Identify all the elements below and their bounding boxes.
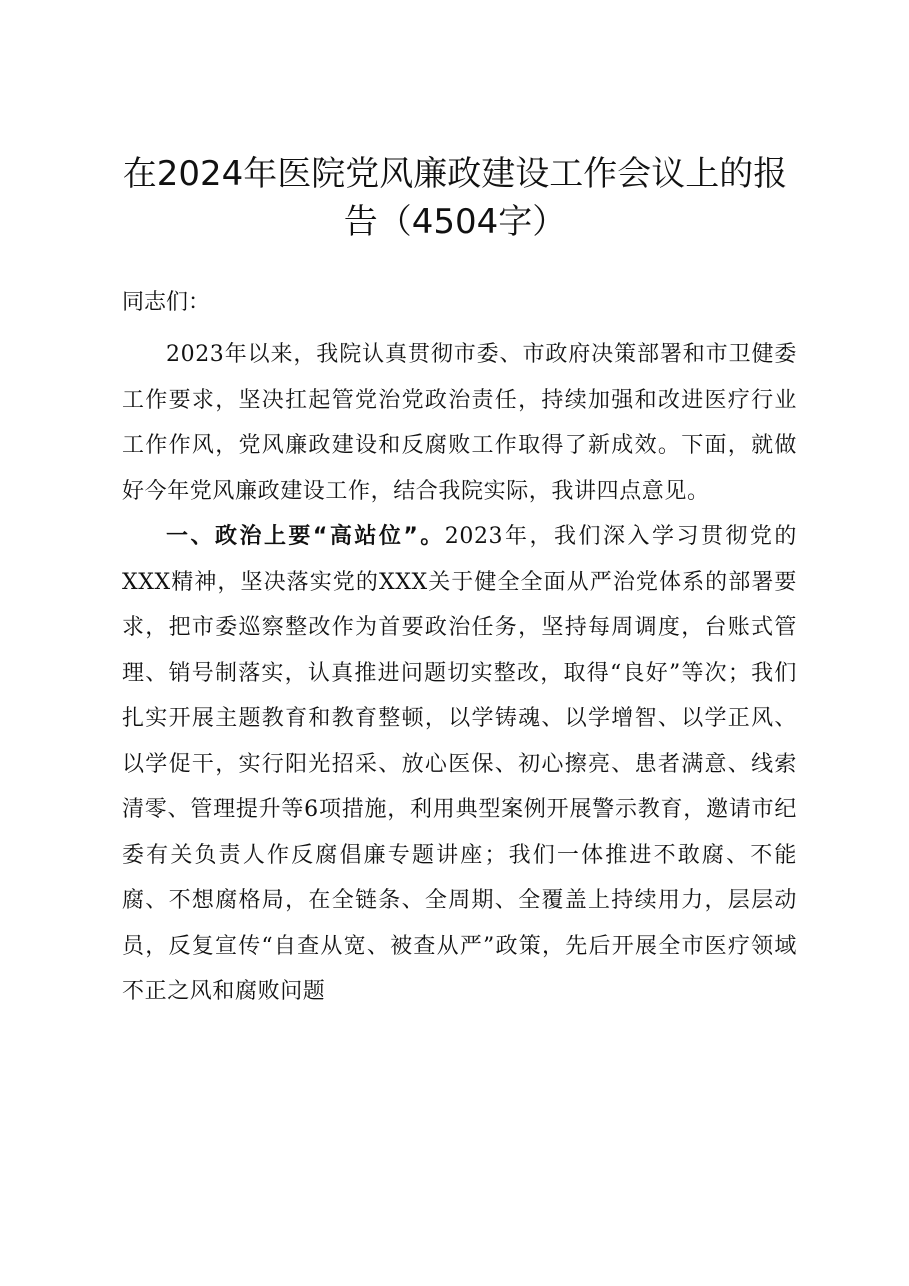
section-one-text: 2023年，我们深入学习贯彻党的XXX精神，坚决落实党的XXX关于健全全面从严治党体系的部署要求，把市委巡察整改作为首要政治任务，坚持每周调度，台账式管理、销号制落实，认真推进问题切实整改，取得“良好”等次；我们扎实开展主题教育和教育整顿，以学铸魂、以学增智、以学正风、以学促干，实行阳光招采、放心医保、初心擦亮、患者满意、线索清零、管理提升等6项措施，利用典型案例开展警示教育，邀请市纪委有关负责人作反腐倡廉专题讲座；我们一体推进不敢腐、不能腐、不想腐格局，在全链条、全周期、全覆盖上持续用力，层层动员，反复宣传“自查从宽、被查从严”政策，先后开展全市医疗领域不正之风和腐败问题 bbox=[122, 524, 797, 1004]
intro-paragraph-text: 2023年以来，我院认真贯彻市委、市政府决策部署和市卫健委工作要求，坚决扛起管党治党政治责任，持续加强和改进医疗行业工作作风，党风廉政建设和反腐败工作取得了新成效。下面，就做好今年党风廉政建设工作，结合我院实际，我讲四点意见。 bbox=[122, 342, 797, 504]
document-body bbox=[122, 332, 797, 1015]
document-title: 在2024年医院党风廉政建设工作会议上的报告（4504字） bbox=[122, 154, 788, 242]
section-one-heading: 一、政治上要“高站位”。 bbox=[166, 524, 445, 549]
intro-paragraph bbox=[122, 332, 797, 514]
greeting: 同志们： bbox=[122, 290, 211, 315]
section-one-paragraph bbox=[122, 514, 797, 1015]
